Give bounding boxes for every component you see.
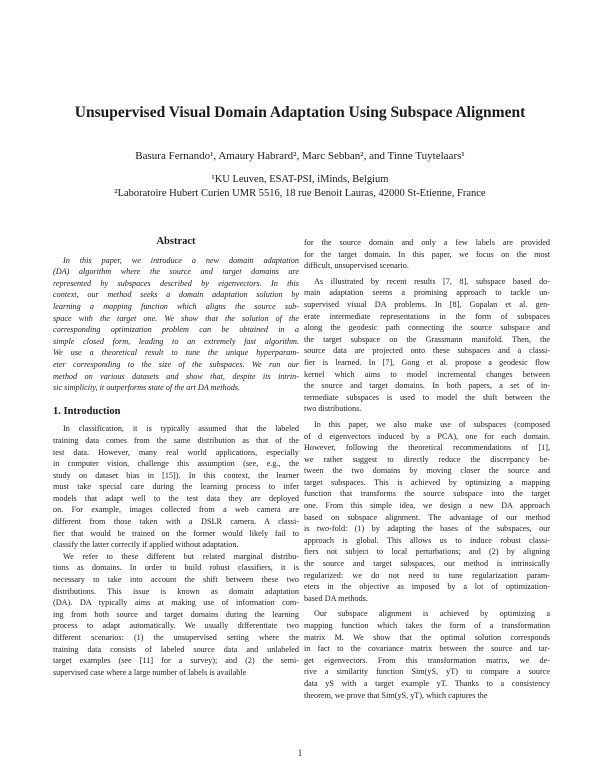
text-line: for the target domain. In this paper, we focus on the most	[304, 249, 550, 259]
text-line: termediate subspaces is used to model the shift between the	[304, 392, 550, 402]
text-line: main adaptation seems a promising approach to tackle un-	[304, 288, 550, 298]
text-line: source data are projected onto these subspaces and a classi-	[304, 346, 550, 356]
text-line: is two-fold: (1) by adapting the bases of the subspaces, our	[304, 524, 550, 534]
text-line: space with the target one. We show that the solution of the	[53, 313, 299, 323]
text-line: tween the two domains by moving closer the source and	[304, 466, 550, 476]
text-line: of d eigenvectors induced by a PCA), one for each domain.	[304, 431, 550, 441]
right-para-1	[304, 237, 550, 272]
abstract-body	[53, 255, 299, 394]
text-line: simple closed form, leading to an extremely fast algorithm.	[53, 336, 299, 346]
intro-para-1	[53, 423, 299, 551]
right-para-4	[304, 608, 550, 701]
intro-para-2	[53, 551, 299, 679]
text-line: for the source domain and only a few labels are provided	[304, 238, 550, 247]
text-line: based DA methods.	[304, 593, 368, 603]
text-line: ing from both source and target domains during the learning	[53, 609, 299, 619]
text-line: on. For example, images collected from a web camera are	[53, 505, 299, 515]
text-line: along the geodesic path connecting the source subspace and	[304, 323, 550, 333]
text-line: eters in the objective as imposed by a lot of optimization-	[304, 582, 550, 592]
text-line: process to adapt automatically. We usually differentiate two	[53, 621, 299, 631]
text-line: distributions. This issue is known as domain adaptation	[53, 586, 299, 596]
text-line: difficult, unsupervised scenario.	[304, 261, 409, 271]
text-line: regularized: we do not need to tune regularization param-	[304, 570, 550, 580]
text-line: rive a similarity function Sim(yS, yT) to compare a source	[304, 667, 550, 677]
text-line: (DA) algorithm where the source and target domains are	[53, 267, 299, 277]
text-line: In this paper, we also make use of subspaces (composed	[314, 419, 550, 429]
intro-heading: 1. Introduction	[53, 405, 121, 417]
text-line: In classification, it is typically assumed that the labeled	[63, 424, 299, 434]
text-line: We use a theoretical result to tune the unique hyperparam-	[53, 348, 299, 358]
text-line: However, following the theoretical recommendations of [1],	[304, 443, 550, 453]
text-line: two distributions.	[304, 404, 362, 414]
text-line: method on various datasets and show that, despite its intrin-	[53, 371, 299, 381]
text-line: sic simplicity, it outperforms state of the art DA methods.	[53, 383, 241, 393]
left-column	[53, 236, 299, 678]
text-line: different from those taken with a DSLR camera. A classi-	[53, 517, 299, 527]
text-line: one. From this simple idea, we design a new DA approach	[304, 501, 550, 511]
text-line: we rather suggest to directly reduce the discrepancy be-	[304, 454, 550, 464]
right-column	[304, 237, 550, 701]
text-line: get eigenvectors. From this transformation matrix, we de-	[304, 655, 550, 665]
paper-title: Unsupervised Visual Domain Adaptation Using Subspace Alignment	[74, 104, 526, 121]
text-line: classify the latter correctly if applied without adaptation.	[53, 540, 239, 550]
text-line: erate intermediate representations in the form of subspaces	[304, 311, 550, 321]
text-line: context, our method seeks a domain adaptation solution by	[53, 290, 299, 300]
text-line: the source and target domains. In both papers, a set of in-	[304, 381, 550, 391]
text-line: mapping function which takes the form of a transformation	[304, 621, 550, 630]
text-line: supervised visual DA problems. In [8], Gopalan et al. gen-	[304, 299, 550, 309]
right-para-2	[304, 276, 550, 415]
text-line: corresponding optimization problem can be obtained in a	[53, 325, 299, 335]
page-number: 1	[297, 748, 303, 758]
text-line: models that adapt well to the test data they are deployed	[53, 493, 299, 503]
text-line: (DA). DA typically aims at making use of information com-	[53, 598, 299, 608]
text-line: different scenarios: (1) the unsupervised setting where the	[53, 633, 299, 642]
affiliation-1: ¹KU Leuven, ESAT-PSI, iMinds, Belgium	[211, 174, 389, 185]
text-line: study on dataset bias in [15]). In this context, the learner	[53, 470, 299, 480]
text-line: represented by subspaces described by eigenvectors. In this	[53, 278, 299, 288]
text-line: in computer vision, challenge this assumption (see, e.g., the	[53, 459, 299, 469]
text-line: kernel which aims to model incremental changes between	[304, 369, 550, 379]
text-line: the target subspace on the Grassmann manifold. Then, the	[304, 334, 550, 344]
text-line: target examples (see [11] for a survey); and (2) the semi-	[53, 656, 299, 666]
text-line: the source and target subspaces, our method is intrinsically	[304, 559, 550, 569]
affiliations	[0, 173, 600, 201]
text-line: As illustrated by recent results [7, 8], subspace based do-	[314, 276, 550, 286]
text-line: fier is learned. In [7], Gong et al. propose a geodesic flow	[304, 357, 550, 367]
text-line: training data comes from the same distribution as that of the	[53, 435, 299, 445]
text-line: data yS with a target example yT. Thanks to a consistency	[304, 678, 550, 688]
text-line: tions as domains. In order to build robust classifiers, it is	[53, 563, 299, 573]
text-line: learning a mapping function which aligns the source sub-	[53, 301, 299, 311]
text-line: fier that would be trained on the former would likely fail to	[53, 528, 299, 538]
text-line: function that transforms the source subspace into the target	[304, 489, 550, 499]
right-para-3	[304, 419, 550, 605]
text-line: We refer to these different but related marginal distribu-	[63, 551, 299, 561]
text-line: necessary to take into account the shift between these two	[53, 575, 299, 585]
abstract-heading: Abstract	[156, 236, 196, 247]
text-line: in fact to the covariance matrix between the source and tar-	[304, 644, 550, 654]
text-line: training data consists of labeled source data and unlabeled	[53, 644, 299, 654]
text-line: supervised case where a large number of labels is available	[53, 667, 247, 677]
text-line: test data. However, many real world applications, especially	[53, 447, 299, 457]
affiliation-2: ²Laboratoire Hubert Curien UMR 5516, 18 rue Benoit Lauras, 42000 St-Etienne, France	[114, 188, 486, 199]
text-line: matrix M. We show that the optimal solution corresponds	[304, 632, 550, 642]
text-line: eter corresponding to the size of the subspaces. We run our	[53, 359, 299, 369]
text-line: fiers not subject to local perturbations; and (2) by aligning	[304, 547, 550, 557]
text-line: Our subspace alignment is achieved by optimizing a	[314, 609, 550, 619]
text-line: based on subspace alignment. The advantage of our method	[304, 512, 550, 522]
text-line: target subspaces. This is achieved by optimizing a mapping	[304, 477, 550, 487]
text-line: must take special care during the learning process to infer	[53, 482, 299, 492]
text-line: approach is global. This allows us to induce robust classi-	[304, 535, 550, 545]
text-line: In this paper, we introduce a new domain adaptation	[63, 255, 299, 265]
author-list: Basura Fernando¹, Amaury Habrard², Marc Sebban², and Tinne Tuytelaars¹	[135, 150, 465, 162]
text-line: theorem, we prove that Sim(yS, yT), which captures the	[304, 690, 488, 700]
